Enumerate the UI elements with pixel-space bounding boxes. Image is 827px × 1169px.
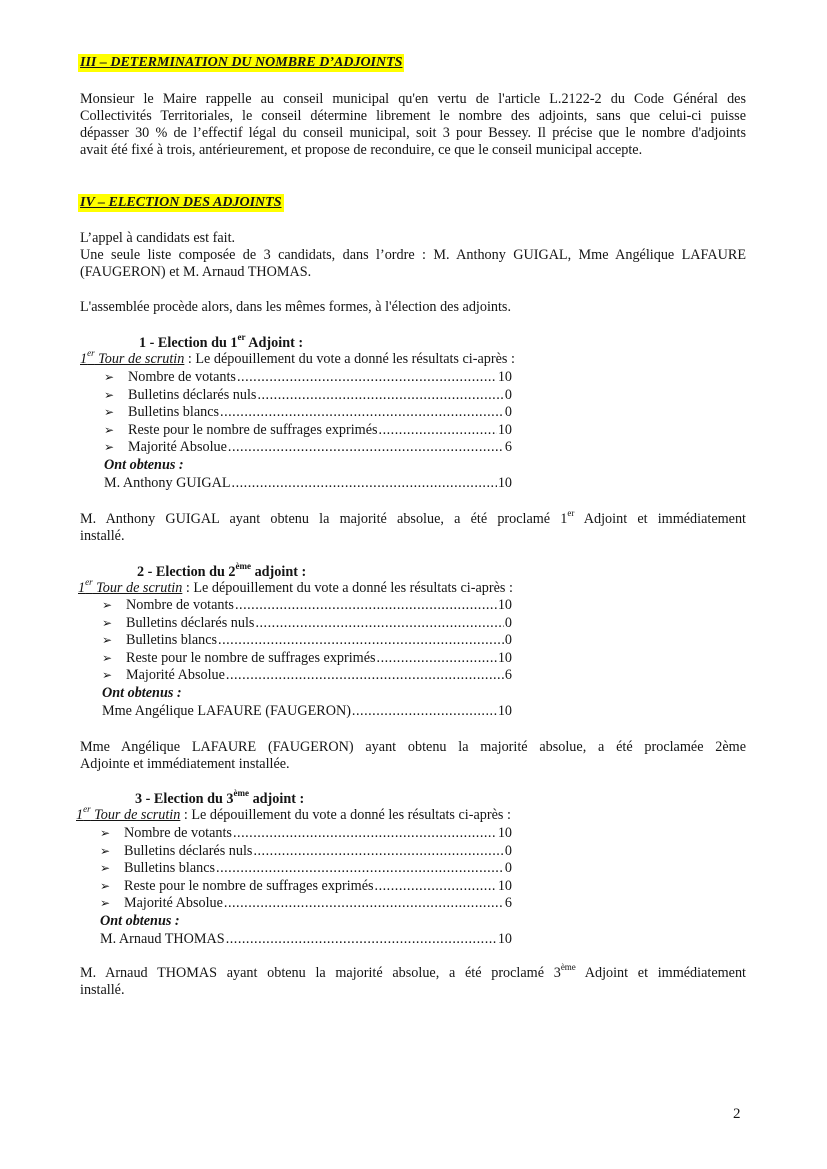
arrow-bullet-icon: ➢	[102, 598, 113, 612]
tour-de-scrutin-1: 1er Tour de scrutin : Le dépouillement du vote a donné les résultats ci-après :	[80, 348, 515, 367]
arrow-bullet-icon: ➢	[100, 861, 111, 876]
result-val: 0	[504, 404, 512, 421]
results-list-2	[102, 597, 512, 685]
arrow-bullet-icon: ➢	[102, 650, 113, 665]
paragraph-line: Collectivités Territoriales, le conseil détermine librement le nombre des adjoints, sans que celui-ci puisse	[80, 108, 746, 124]
result-line: installé.	[80, 528, 125, 544]
result-lbl: M. Arnaud THOMAS	[100, 930, 225, 947]
arrow-bullet-icon: ➢	[102, 668, 113, 683]
result-dots	[375, 878, 497, 896]
result-dots	[253, 843, 503, 861]
tour-de-scrutin-3: 1er Tour de scrutin : Le dépouillement du vote a donné les résultats ci-après :	[76, 804, 511, 823]
result-dots	[226, 931, 497, 949]
result-dots	[232, 475, 497, 493]
result-lbl: Bulletins déclarés nuls	[124, 842, 253, 859]
result-dots	[235, 597, 497, 615]
result-lbl: Nombre de votants	[124, 825, 232, 841]
result-dots	[224, 895, 504, 913]
arrow-bullet-icon: ➢	[100, 826, 111, 840]
arrow-bullet-icon: ➢	[104, 440, 115, 455]
result-val: 10	[497, 369, 512, 385]
result-lbl: Reste pour le nombre de suffrages exprimés	[124, 877, 374, 894]
liste-line: (FAUGERON) et M. Arnaud THOMAS.	[80, 264, 312, 280]
result-dots	[228, 439, 504, 457]
result-val: 10	[497, 474, 512, 491]
result-row-votants	[104, 369, 512, 387]
result-lbl: Majorité Absolue	[126, 667, 225, 684]
election-2-title: 2 - Election du 2ème adjoint :	[137, 561, 307, 580]
result-lbl: Reste pour le nombre de suffrages exprimés	[128, 421, 378, 438]
result-row-blancs	[100, 860, 512, 878]
arrow-bullet-icon: ➢	[100, 843, 111, 858]
arrow-bullet-icon: ➢	[104, 405, 115, 420]
result-val: 0	[504, 386, 512, 403]
page-number: 2	[733, 1106, 741, 1122]
document-page	[76, 0, 746, 1169]
result-line: Mme Angélique LAFAURE (FAUGERON) ayant obtenu la majorité absolue, a été proclamée 2ème	[80, 739, 746, 755]
result-val: 10	[497, 702, 512, 719]
result-val: 10	[497, 877, 512, 894]
result-dots	[352, 703, 497, 721]
arrow-bullet-icon: ➢	[100, 878, 111, 893]
ont-obtenus-1: Ont obtenus : M. Anthony GUIGAL ..... 10	[104, 457, 512, 492]
result-lbl: Bulletins blancs	[124, 860, 216, 877]
candidate-row	[104, 475, 512, 493]
result-lbl: Reste pour le nombre de suffrages exprimés	[126, 649, 376, 666]
result-dots	[226, 667, 504, 685]
result-line: Adjointe et immédiatement installée.	[80, 756, 290, 772]
election-3-title: 3 - Election du 3ème adjoint :	[135, 788, 305, 807]
candidate-row	[102, 703, 512, 721]
paragraph-line: Monsieur le Maire rappelle au conseil municipal qu'en vertu de l'article L.2122-2 du Code Général des	[80, 91, 746, 107]
result-dots	[237, 369, 497, 387]
result-line: M. Arnaud THOMAS ayant obtenu la majorité absolue, a été proclamé 3ème Adjoint et immédiatement	[80, 962, 746, 981]
result-row-nuls	[102, 615, 512, 633]
arrow-bullet-icon: ➢	[104, 370, 115, 384]
result-dots	[255, 615, 503, 633]
candidate-row	[100, 931, 512, 949]
result-line: installé.	[80, 982, 125, 998]
assemblee-text: L'assemblée procède alors, dans les mêmes formes, à l'élection des adjoints.	[80, 299, 511, 315]
result-row-reste	[104, 422, 512, 440]
election-1-title: 1 - Election du 1er Adjoint :	[139, 332, 304, 351]
result-dots	[233, 825, 497, 843]
results-list-3	[100, 825, 512, 913]
result-row-nuls	[100, 843, 512, 861]
arrow-bullet-icon: ➢	[102, 615, 113, 630]
result-row-majorite	[102, 667, 512, 685]
result-line: M. Anthony GUIGAL ayant obtenu la majorité absolue, a été proclamé 1er Adjoint et immédiatement	[80, 508, 746, 527]
ont-obtenus-2: Ont obtenus : Mme Angélique LAFAURE (FAUGERON) ..... 10	[102, 685, 512, 720]
result-lbl: Nombre de votants	[128, 369, 236, 385]
result-lbl: Bulletins blancs	[126, 632, 218, 649]
result-row-blancs	[102, 632, 512, 650]
result-lbl: Nombre de votants	[126, 597, 234, 613]
liste-line: Une seule liste composée de 3 candidats, dans l’ordre : M. Anthony GUIGAL, Mme Angélique LAFAURE	[80, 247, 746, 263]
result-val: 10	[497, 825, 512, 841]
result-lbl: Mme Angélique LAFAURE (FAUGERON)	[102, 702, 351, 719]
paragraph-line: avait été fixé à trois, antérieurement, et propose de reconduire, ce que le conseil municipal accepte.	[80, 142, 643, 158]
result-val: 0	[504, 632, 512, 649]
result-val: 10	[497, 421, 512, 438]
tour-de-scrutin-2: 1er Tour de scrutin : Le dépouillement du vote a donné les résultats ci-après :	[78, 577, 513, 596]
ont-obtenus-3: Ont obtenus : M. Arnaud THOMAS ..... 10	[100, 913, 512, 948]
result-lbl: Bulletins déclarés nuls	[128, 386, 257, 403]
result-val: 6	[504, 895, 512, 912]
result-val: 0	[504, 842, 512, 859]
result-val: 0	[504, 614, 512, 631]
result-val: 6	[504, 667, 512, 684]
result-val: 10	[497, 930, 512, 947]
result-val: 10	[497, 649, 512, 666]
result-row-votants	[102, 597, 512, 615]
result-lbl: Bulletins déclarés nuls	[126, 614, 255, 631]
result-dots	[220, 404, 504, 422]
result-val: 0	[504, 860, 512, 877]
result-row-majorite	[100, 895, 512, 913]
arrow-bullet-icon: ➢	[100, 896, 111, 911]
result-val: 6	[504, 439, 512, 456]
result-val: 10	[497, 597, 512, 613]
result-lbl: M. Anthony GUIGAL	[104, 474, 231, 491]
section-4-heading: IV – ELECTION DES ADJOINTS	[80, 195, 282, 210]
result-lbl: Majorité Absolue	[128, 439, 227, 456]
result-row-reste	[102, 650, 512, 668]
result-dots	[257, 387, 503, 405]
arrow-bullet-icon: ➢	[104, 422, 115, 437]
result-row-votants	[100, 825, 512, 843]
result-dots	[377, 650, 497, 668]
result-dots	[379, 422, 497, 440]
result-row-blancs	[104, 404, 512, 422]
result-lbl: Majorité Absolue	[124, 895, 223, 912]
result-row-majorite	[104, 439, 512, 457]
result-lbl: Bulletins blancs	[128, 404, 220, 421]
appel-text: L’appel à candidats est fait.	[80, 230, 236, 246]
paragraph-line: dépasser 30 % de l’effectif légal du conseil municipal, soit 3 pour Bessey. Il précise que le nombre d'adjoints	[80, 125, 746, 141]
result-row-reste	[100, 878, 512, 896]
arrow-bullet-icon: ➢	[104, 387, 115, 402]
section-3-heading: III – DETERMINATION DU NOMBRE D’ADJOINTS	[80, 55, 403, 70]
result-dots	[216, 860, 504, 878]
results-list-1	[104, 369, 512, 457]
result-dots	[218, 632, 504, 650]
result-row-nuls	[104, 387, 512, 405]
arrow-bullet-icon: ➢	[102, 633, 113, 648]
